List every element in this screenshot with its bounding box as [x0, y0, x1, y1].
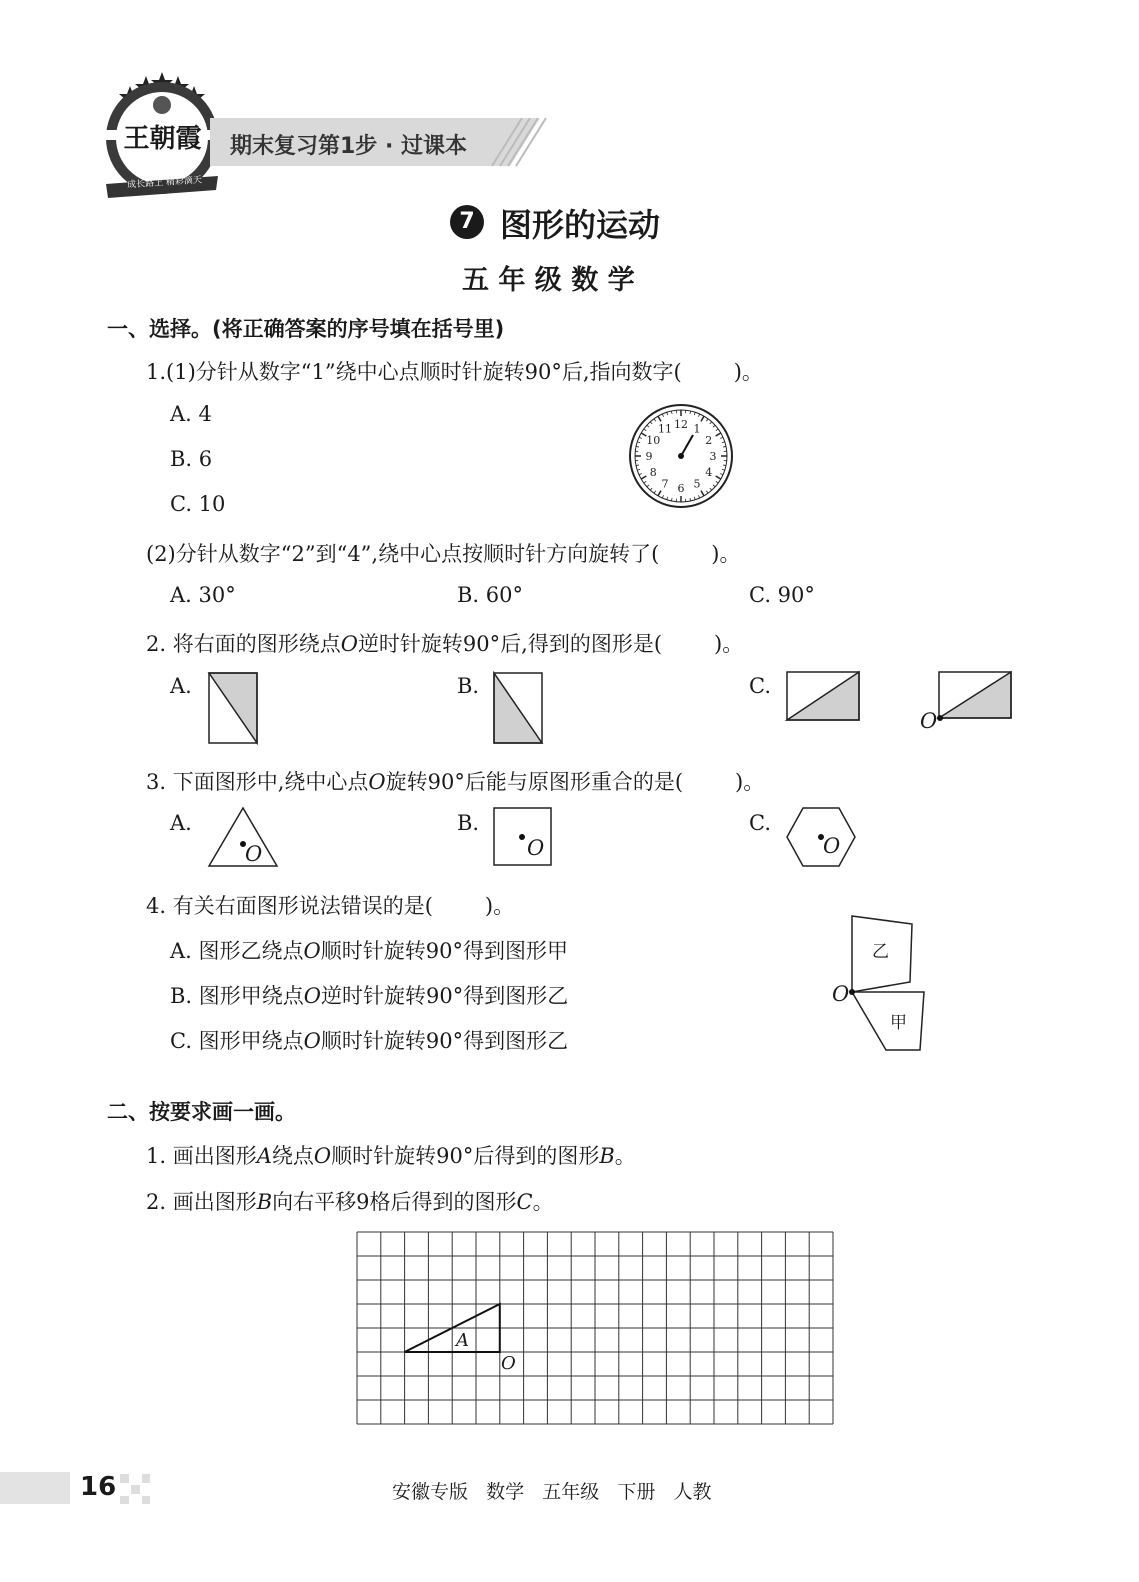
q1p2-option-b: B. 60°: [457, 583, 524, 607]
q1-part1-stem: [146, 356, 763, 386]
q4-option-c: [170, 1025, 568, 1055]
clock-number: 3: [709, 450, 717, 463]
q2-shape-a: [208, 672, 258, 744]
clock-number: 11: [658, 422, 672, 436]
q2-text-end: )。: [714, 632, 744, 656]
q4-option-b-post: 逆时针旋转90°得到图形乙: [321, 984, 569, 1008]
q4-figure: [848, 914, 938, 1054]
q1p2-option-a: A. 30°: [170, 583, 236, 607]
q1-part2-end: )。: [711, 542, 741, 566]
grid-label-o: O: [501, 1353, 516, 1374]
q2-shape-c: [786, 671, 860, 721]
s2-q1-pre: 1. 画出图形: [146, 1144, 257, 1168]
s2-q1: [146, 1140, 636, 1170]
clock-number: 1: [693, 422, 701, 436]
q1-option-c: C. 10: [170, 492, 226, 516]
s2-q2-c: C: [516, 1190, 533, 1214]
q2-point-label: O: [340, 632, 358, 656]
q3-point-label: O: [368, 770, 386, 794]
grid-label-a: A: [456, 1330, 469, 1351]
unit-subtitle: 五 年 级 数 学: [462, 265, 635, 296]
q2-text-post: 逆时针旋转90°后,得到的图形是(: [357, 632, 663, 656]
q4-point-label: O: [832, 982, 850, 1006]
clock-number: 2: [705, 434, 713, 447]
q2-reference-point-label: O: [920, 709, 938, 733]
s2-q1-o: O: [313, 1144, 332, 1168]
q3-text-pre: 3. 下面图形中,绕中心点: [146, 770, 369, 794]
q3-option-b: B.: [457, 811, 480, 835]
clock-number: 9: [645, 450, 653, 463]
clock-number: 5: [693, 477, 701, 491]
q2-stem: [146, 628, 743, 658]
s2-q2-pre: 2. 画出图形: [146, 1190, 257, 1214]
q3-hexagon: [785, 806, 857, 868]
q4-label-yi: 乙: [872, 942, 889, 962]
q3-text-end: )。: [735, 770, 765, 794]
page-number: 16: [80, 1472, 117, 1502]
q1p2-option-c: C. 90°: [749, 583, 815, 607]
q4-option-b-pre: B. 图形甲绕点: [170, 984, 304, 1008]
q4-option-a-point: O: [303, 939, 321, 963]
q4-option-b: [170, 980, 568, 1010]
q2-option-a: A.: [170, 674, 192, 698]
section1-title: 一、选择。(将正确答案的序号填在括号里): [107, 317, 505, 341]
q4-text: 4. 有关右面图形说法错误的是(: [146, 894, 433, 918]
clock-number: 8: [649, 466, 657, 479]
clock-number: 10: [646, 434, 661, 447]
q2-option-c: C.: [749, 674, 771, 698]
unit-number-badge: 7: [450, 205, 484, 239]
s2-q2-post: 向右平移9格后得到的图形: [272, 1190, 517, 1214]
q4-option-a-pre: A. 图形乙绕点: [170, 939, 304, 963]
q1-part2-stem: [146, 538, 740, 568]
clock-figure: [628, 403, 734, 509]
q4-text-end: )。: [484, 894, 515, 918]
s2-q1-end: 。: [614, 1144, 636, 1168]
q4-option-c-post: 顺时针旋转90°得到图形乙: [320, 1029, 569, 1053]
s2-q2-b: B: [256, 1190, 273, 1214]
footer-info: 安徽专版 数学 五年级 下册 人教: [392, 1481, 712, 1503]
q4-option-a-post: 顺时针旋转90°得到图形甲: [320, 939, 568, 963]
s2-q1-a: A: [256, 1144, 272, 1168]
q1-part1-end: )。: [733, 360, 763, 384]
drawing-grid[interactable]: [357, 1232, 833, 1424]
s2-q1-post: 顺时针旋转90°后得到的图形: [331, 1144, 600, 1168]
q1-option-a: A. 4: [170, 402, 212, 426]
unit-title: 图形的运动: [500, 206, 661, 244]
q1-option-b: B. 6: [170, 447, 213, 471]
q4-option-a: [170, 935, 568, 965]
clock-number: 4: [705, 466, 713, 479]
q4-option-b-point: O: [303, 984, 322, 1008]
q2-shape-b: [493, 672, 543, 744]
q2-option-b: B.: [457, 674, 480, 698]
q4-option-c-point: O: [303, 1029, 321, 1053]
q3-text-post: 旋转90°后能与原图形重合的是(: [385, 770, 684, 794]
q4-option-c-pre: C. 图形甲绕点: [170, 1029, 304, 1053]
q4-stem: [146, 890, 514, 920]
footer-bar: [0, 1472, 70, 1504]
s2-q2: [146, 1186, 554, 1216]
q3-hexagon-point: O: [823, 834, 841, 858]
logo-name: 王朝霞: [123, 124, 202, 154]
q2-text-pre: 2. 将右面的图形绕点: [146, 632, 341, 656]
s2-q2-end: 。: [532, 1190, 554, 1214]
clock-number: 7: [661, 477, 669, 491]
s2-q1-b: B: [599, 1144, 615, 1168]
q1-part2-text: (2)分针从数字“2”到“4”,绕中心点按顺时针方向旋转了(: [146, 542, 660, 566]
q1-part1-text: 1.(1)分针从数字“1”绕中心点顺时针旋转90°后,指向数字(: [146, 360, 682, 384]
clock-number: 6: [677, 482, 685, 495]
q3-triangle: [207, 806, 279, 868]
q3-option-a: A.: [170, 811, 192, 835]
q3-triangle-point: O: [245, 842, 263, 866]
q4-label-jia: 甲: [890, 1013, 907, 1033]
q3-square-point: O: [527, 836, 545, 860]
step-label: 期末复习第1步 · 过课本: [230, 134, 467, 159]
q2-reference-shape: [938, 671, 1012, 721]
footer-pattern-icon: [120, 1474, 150, 1504]
logo-slogan: 成长路上 精彩滴天: [126, 175, 203, 191]
q3-option-c: C.: [749, 811, 771, 835]
q3-stem: [146, 766, 764, 796]
section2-title: 二、按要求画一画。: [107, 1100, 296, 1124]
clock-number: 12: [674, 418, 688, 431]
s2-q1-mid: 绕点: [271, 1144, 314, 1168]
